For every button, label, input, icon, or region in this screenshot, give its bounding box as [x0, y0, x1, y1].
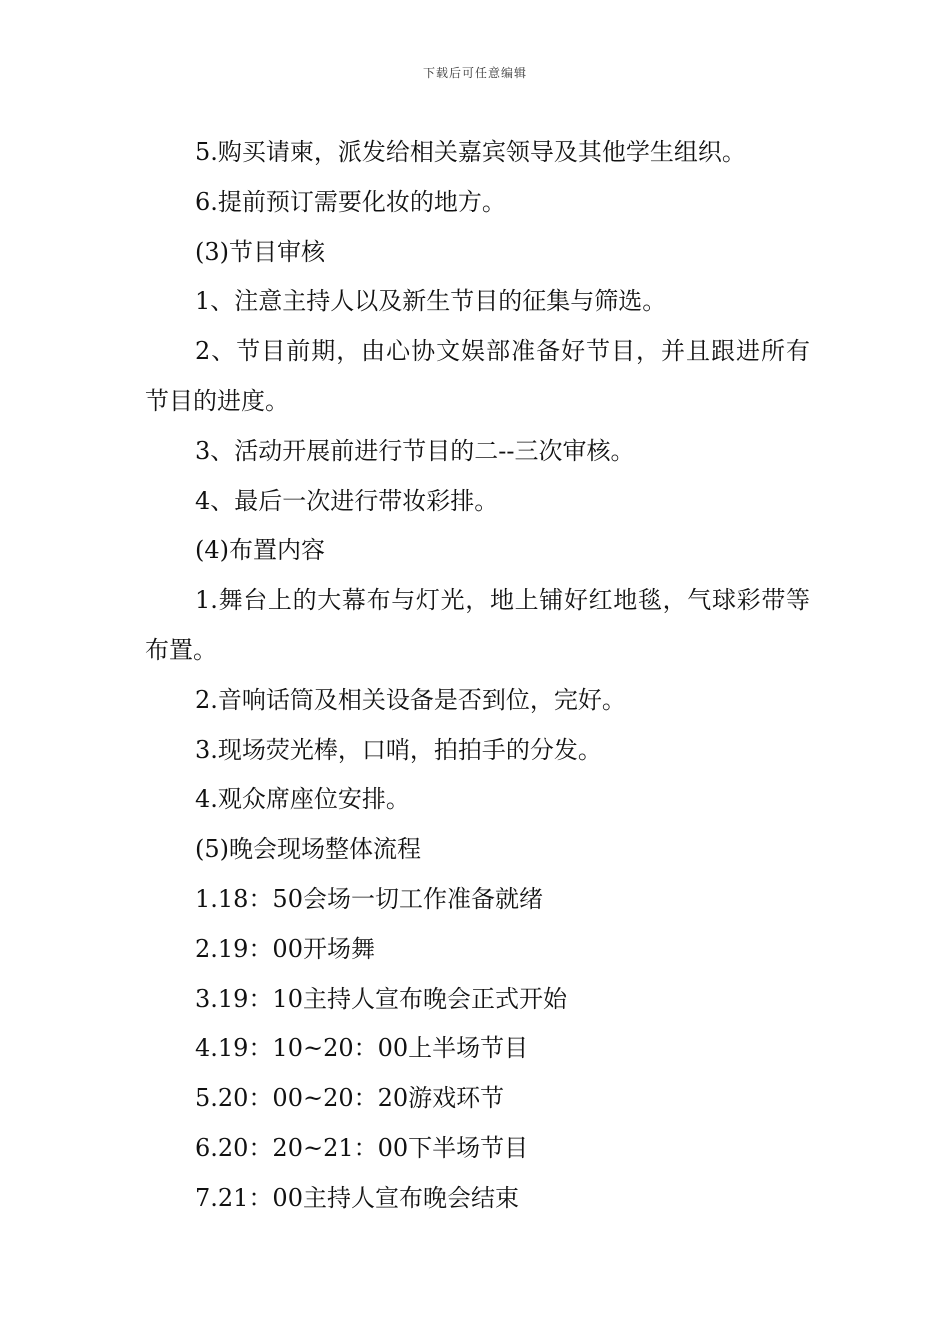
paragraph-4: 1、注意主持人以及新生节目的征集与筛选。: [195, 287, 667, 316]
paragraph-9: 1.舞台上的大幕布与灯光，地上铺好红地毯，气球彩带等布置。: [145, 586, 810, 664]
schedule-item-5: 5.20：00~20：20游戏环节: [195, 1084, 505, 1113]
document-body: [145, 128, 810, 1224]
schedule-item-2: 2.19：00开场舞: [195, 934, 375, 963]
paragraph-12: 4.观众席座位安排。: [195, 785, 410, 814]
paragraph-5: 2、节目前期，由心协文娱部准备好节目，并且跟进所有节目的进度。: [145, 337, 810, 415]
schedule-item-6: 6.20：20~21：00下半场节目: [195, 1133, 529, 1162]
schedule-item-4: 4.19：10~20：00上半场节目: [195, 1034, 529, 1063]
section-heading-5: (5)晚会现场整体流程: [195, 835, 421, 864]
section-heading-4: (4)布置内容: [195, 536, 325, 565]
paragraph-7: 4、最后一次进行带妆彩排。: [195, 486, 499, 515]
paragraph-2: 6.提前预订需要化妆的地方。: [195, 187, 506, 216]
paragraph-1: 5.购买请柬，派发给相关嘉宾领导及其他学生组织。: [195, 138, 746, 166]
page-header-note: 下载后可任意编辑: [422, 66, 527, 80]
paragraph-6: 3、活动开展前进行节目的二--三次审核。: [195, 436, 635, 465]
schedule-item-1: 1.18：50会场一切工作准备就绪: [195, 884, 543, 913]
schedule-item-7: 7.21：00主持人宣布晚会结束: [195, 1183, 519, 1212]
section-heading-3: (3)节目审核: [195, 237, 325, 266]
paragraph-10: 2.音响话筒及相关设备是否到位，完好。: [195, 685, 626, 714]
schedule-item-3: 3.19：10主持人宣布晚会正式开始: [195, 984, 567, 1013]
paragraph-11: 3.现场荧光棒，口哨，拍拍手的分发。: [195, 735, 602, 764]
